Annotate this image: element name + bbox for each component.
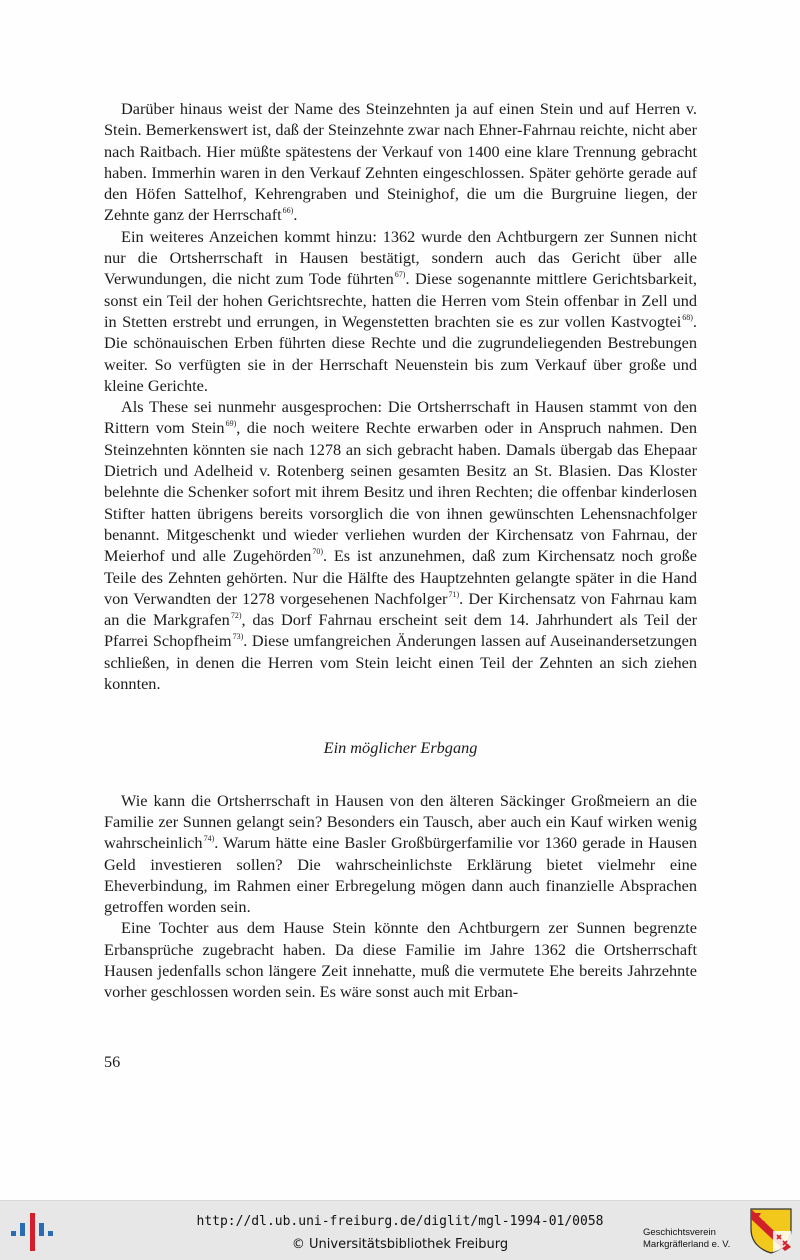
copyright-text: © Universitätsbibliothek Freiburg [291, 1237, 509, 1252]
footnote-ref[interactable]: 67) [394, 270, 406, 280]
coat-of-arms-icon[interactable] [749, 1207, 793, 1255]
society-name[interactable]: Geschichtsverein Markgräflerland e. V. [643, 1227, 731, 1250]
footnote-ref[interactable]: 69) [225, 419, 237, 429]
paragraph-5: Eine Tochter aus dem Hause Stein könnte den Achtburgern zer Sunnen begrenzte Erbansprüche zugebracht haben. Da diese Familie im Jahre 1362 die Ortsherrschaft Hausen jedenfalls schon längere Zeit innehatte, muß die vermutete Ehe bereits Jahrzehnte vorher geschlossen worden sein. Es wäre sonst auch mit Erban- [104, 918, 697, 1002]
document-url-link[interactable]: http://dl.ub.uni-freiburg.de/diglit/mgl-1994-01/0058 [196, 1214, 604, 1229]
footnote-ref[interactable]: 73) [232, 632, 244, 642]
footnote-ref[interactable]: 70) [312, 547, 324, 557]
footnote-ref[interactable]: 71) [448, 589, 460, 599]
paragraph-4: Wie kann die Ortsherrschaft in Hausen von den älteren Säckinger Großmeiern an die Familie zer Sunnen gelangt sein? Besonders ein Tausch, aber auch ein Kauf wirken wenig wahrscheinlich$^{74)}$. Warum hätte eine Basler Großbürgerfamilie vor 1360 gerade in Hausen Geld investieren sollen? Die wahrscheinlichste Erklärung bietet vielmehr eine Eheverbindung, im Rahmen einer Erbregelung mögen dann auch finanzielle Absprachen getroffen worden sein. [104, 790, 697, 917]
viewer-footer [0, 1200, 800, 1260]
footnote-ref[interactable]: 72) [230, 611, 242, 621]
section-heading: Ein möglicher Erbgang [323, 738, 478, 758]
footnote-ref[interactable]: 74) [203, 834, 215, 844]
page-number: 56 [104, 1052, 121, 1071]
paragraph-2: Ein weiteres Anzeichen kommt hinzu: 1362 wurde den Achtburgern zer Sunnen nicht nur die Ortsherrschaft in Hausen bestätigt, sondern auch das Gericht über alle Verwundungen, die nicht zum Tode führten$^{67)}$. Diese sogenannte mittlere Gerichtsbarkeit, sonst ein Teil der hohen Gerichtsrechte, hatten die Herren vom Stein offenbar in Zell und in Stetten erstrebt und errungen, in Wegenstetten brachten sie es zur vollen Kastvogtei$^{68)}$. Die schönauischen Erben führten diese Rechte und die zugrundeliegenden Bestrebungen weiter. So verfügten sie in der Herrschaft Neuenstein bis zum Verkauf über große und kleine Gerichte. [104, 226, 697, 395]
paragraph-3: Als These sei nunmehr ausgesprochen: Die Ortsherrschaft in Hausen stammt von den Rittern vom Stein$^{69)}$, die noch weitere Rechte erwarben oder in Anspruch nahmen. Den Steinzehnten könnten sie nach 1278 an sich gebracht haben. Damals übergab das Ehepaar Dietrich und Adelheid v. Rotenberg seinen gesamten Besitz an St. Blasien. Das Kloster belehnte die Schenker sofort mit ihrem Besitz und ihren Rechten; die offenbar kinderlosen Stifter hatten übrigens bereits vorsorglich die von ihnen gewünschten Lehensnachfolger benannt. Mitgeschenkt und wieder verliehen wurden der Kirchensatz von Fahrnau, der Meierhof und alle Zugehörden$^{70)}$. Es ist anzunehmen, daß zum Kirchensatz noch große Teile des Zehnten gehörten. Nur die Hälfte des Hauptzehnten gelangte später in die Hand von Verwandten der 1278 vorgesehenen Nachfolger$^{71)}$. Der Kirchensatz von Fahrnau kam an die Markgrafen$^{72)}$, das Dorf Fahrnau erscheint seit dem 14. Jahrhundert als Teil der Pfarrei Schopfheim$^{73)}$. Diese umfangreichen Änderungen lassen auf Auseinandersetzungen schließen, in denen die Herren vom Stein leicht einen Teil der Zehnten an sich ziehen konnten. [104, 397, 698, 694]
body-text [104, 98, 697, 1003]
footnote-ref[interactable]: 68) [682, 312, 693, 322]
footnote-ref[interactable]: 66) [282, 206, 294, 216]
paragraph-1: Darüber hinaus weist der Name des Steinzehnten ja auf einen Stein und auf Herren v. Stein. Bemerkenswert ist, daß der Steinzehnte zwar nach Ehner-Fahrnau reichte, nicht aber nach Raitbach. Hier müßte spätestens der Verkauf von 1400 eine klare Trennung gebracht haben. Immerhin waren in den Verkauf Zehnten eingeschlossen. Später gehörte gerade auf den Höfen Sattelhof, Kehrengraben und Steinighof, die um die Burgruine liegen, der Zehnte ganz der Herrschaft$^{66)}$. [104, 99, 697, 225]
